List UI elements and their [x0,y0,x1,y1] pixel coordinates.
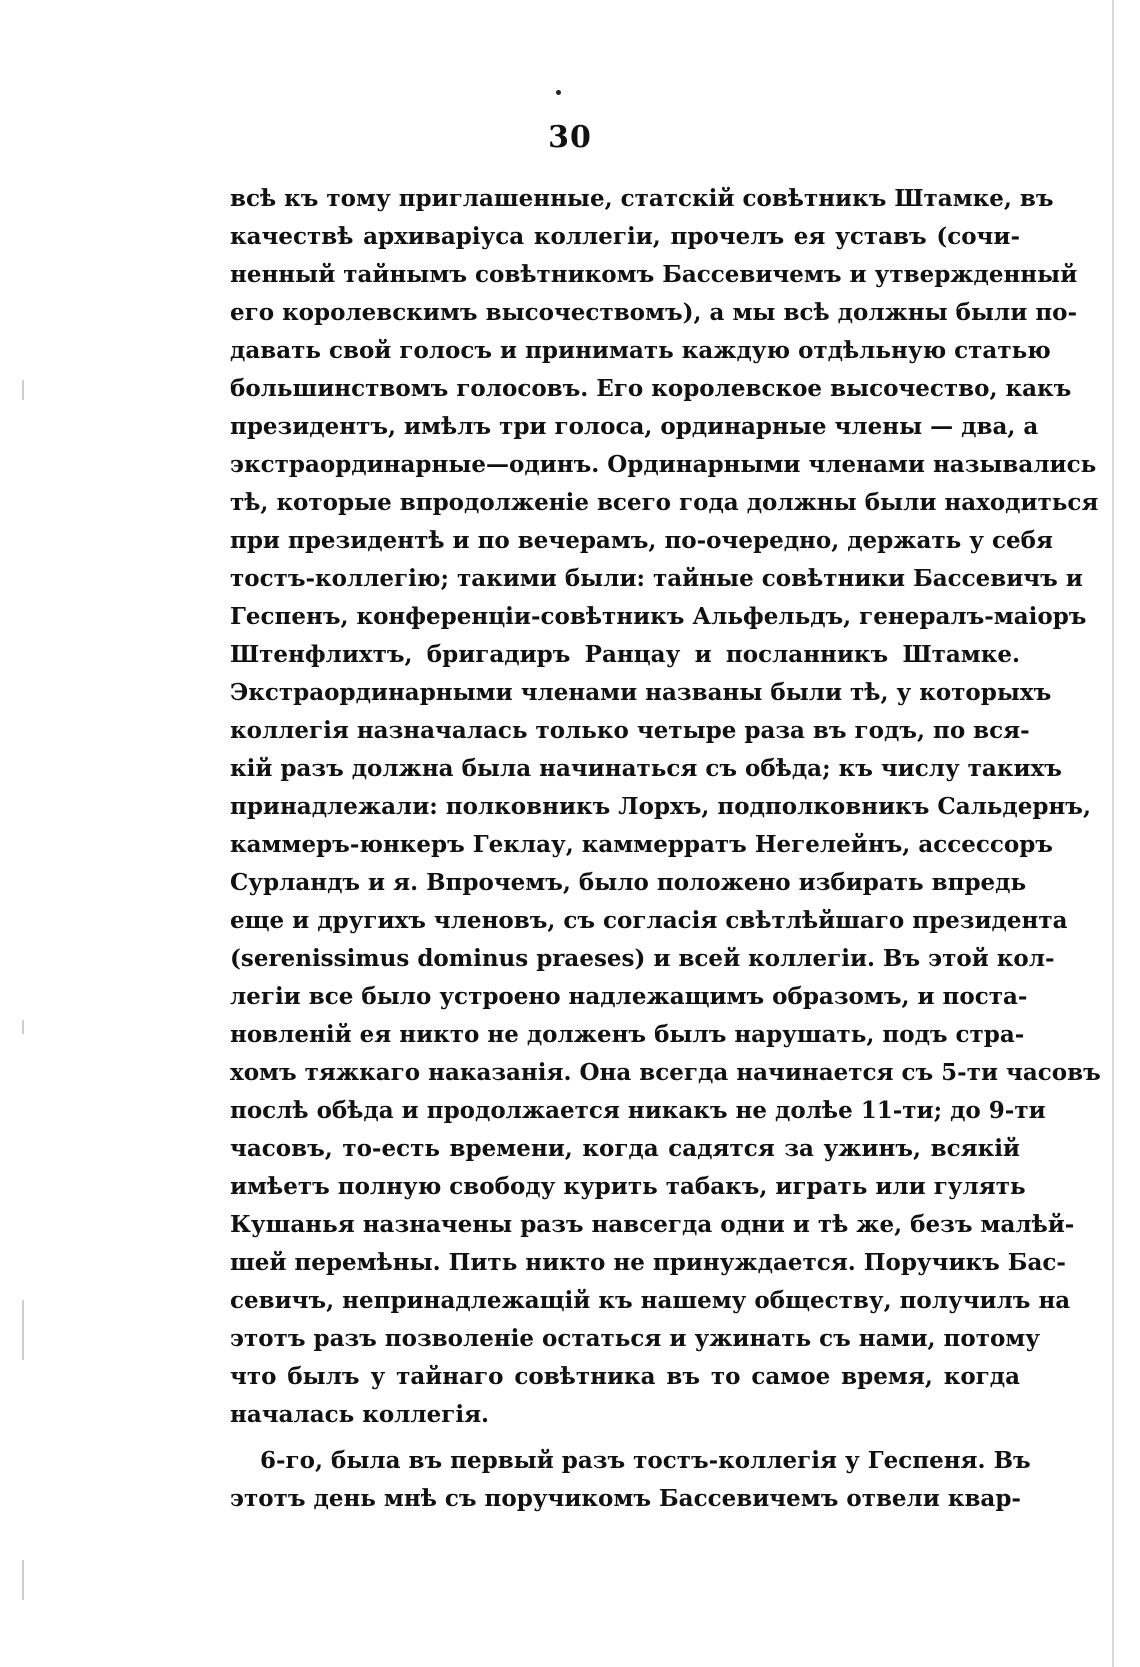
scan-mark [22,380,24,400]
text-line: его королевскимъ высочествомъ), а мы всѣ должны были по- [230,299,1078,326]
text-line: началась коллегія. [230,1401,490,1428]
text-line: при президентѣ и по вечерамъ, по-очередно, держать у себя [230,527,1053,554]
page-number: 30 [548,120,592,155]
scan-mark [22,1560,24,1600]
text-line: послѣ обѣда и продолжается никакъ не долѣе 11-ти; до 9-ти [230,1097,1046,1124]
text-line: Экстраординарными членами названы были тѣ, у которыхъ [230,679,1052,706]
text-line: легіи все было устроено надлежащимъ образомъ, и поста- [230,983,1028,1010]
text-line: еще и другихъ членовъ, съ согласія свѣтлѣйшаго президента [230,907,1068,934]
text-line: этотъ день мнѣ съ поручикомъ Бассевичемъ отвели квар- [230,1485,1021,1512]
text-line: что былъ у тайнаго совѣтника въ то самое время, когда [230,1363,1020,1390]
text-line: хомъ тяжкаго наказанія. Она всегда начинается съ 5-ти часовъ [230,1059,1101,1086]
text-line: коллегія назначалась только четыре раза въ годъ, по вся- [230,717,1030,744]
text-line: президентъ, имѣлъ три голоса, ординарные члены — два, а [230,413,1039,440]
text-line: каммеръ-юнкеръ Геклау, каммерратъ Негелейнъ, ассессоръ [230,831,1053,858]
text-line: кій разъ должна была начинаться съ обѣда; къ числу такихъ [230,755,1062,782]
text-line: севичъ, непринадлежащій къ нашему обществу, получилъ на [230,1287,1071,1314]
text-line: качествѣ архиваріуса коллегіи, прочелъ ея уставъ (сочи- [230,223,1020,250]
text-line: Кушанья назначены разъ навсегда одни и тѣ же, безъ малѣй- [230,1211,1075,1238]
body-text [230,180,1101,1518]
text-line: ненный тайнымъ совѣтникомъ Бассевичемъ и утвержденный [230,261,1078,288]
text-line: 6-го, была въ первый разъ тостъ-коллегія у Геспеня. Въ [260,1447,1031,1474]
text-line: Геспенъ, конференціи-совѣтникъ Альфельдъ, генералъ-маіоръ [230,603,1087,630]
paragraph [230,1442,1031,1518]
text-line: тостъ-коллегію; такими были: тайные совѣтники Бассевичъ и [230,565,1083,592]
text-line: шей перемѣны. Пить никто не принуждается. Поручикъ Бас- [230,1249,1066,1276]
text-line: принадлежали: полковникъ Лорхъ, подполковникъ Сальдернъ, [230,793,1091,820]
text-line: экстраординарные—одинъ. Ординарными членами назывались [230,451,1097,478]
scan-mark [22,1020,24,1034]
text-line: имѣетъ полную свободу курить табакъ, играть или гулять [230,1173,1026,1200]
text-line: давать свой голосъ и принимать каждую отдѣльную статью [230,337,1051,364]
paragraph-gap [230,1434,1020,1442]
text-line: (serenissimus dominus praeses) и всей коллегіи. Въ этой кол- [230,945,1055,972]
text-line: этотъ разъ позволеніе остаться и ужинать съ нами, потому [230,1325,1041,1352]
ink-dot [556,90,561,95]
paragraph [230,180,1101,1434]
text-line: часовъ, то-есть времени, когда садятся за ужинъ, всякій [230,1135,1020,1162]
text-line: большинствомъ голосовъ. Его королевское высочество, какъ [230,375,1072,402]
page-edge-line [1112,0,1114,1667]
text-line: Сурландъ и я. Впрочемъ, было положено избирать впредь [230,869,1027,896]
text-line: новленій ея никто не долженъ былъ нарушать, подъ стра- [230,1021,1025,1048]
text-line: Штенфлихтъ, бригадиръ Ранцау и посланникъ Штамке. [230,641,1020,668]
text-line: тѣ, которые впродолженіе всего года должны были находиться [230,489,1099,516]
text-line: всѣ къ тому приглашенные, статскій совѣтникъ Штамке, въ [230,185,1054,212]
scan-mark [22,1300,24,1360]
